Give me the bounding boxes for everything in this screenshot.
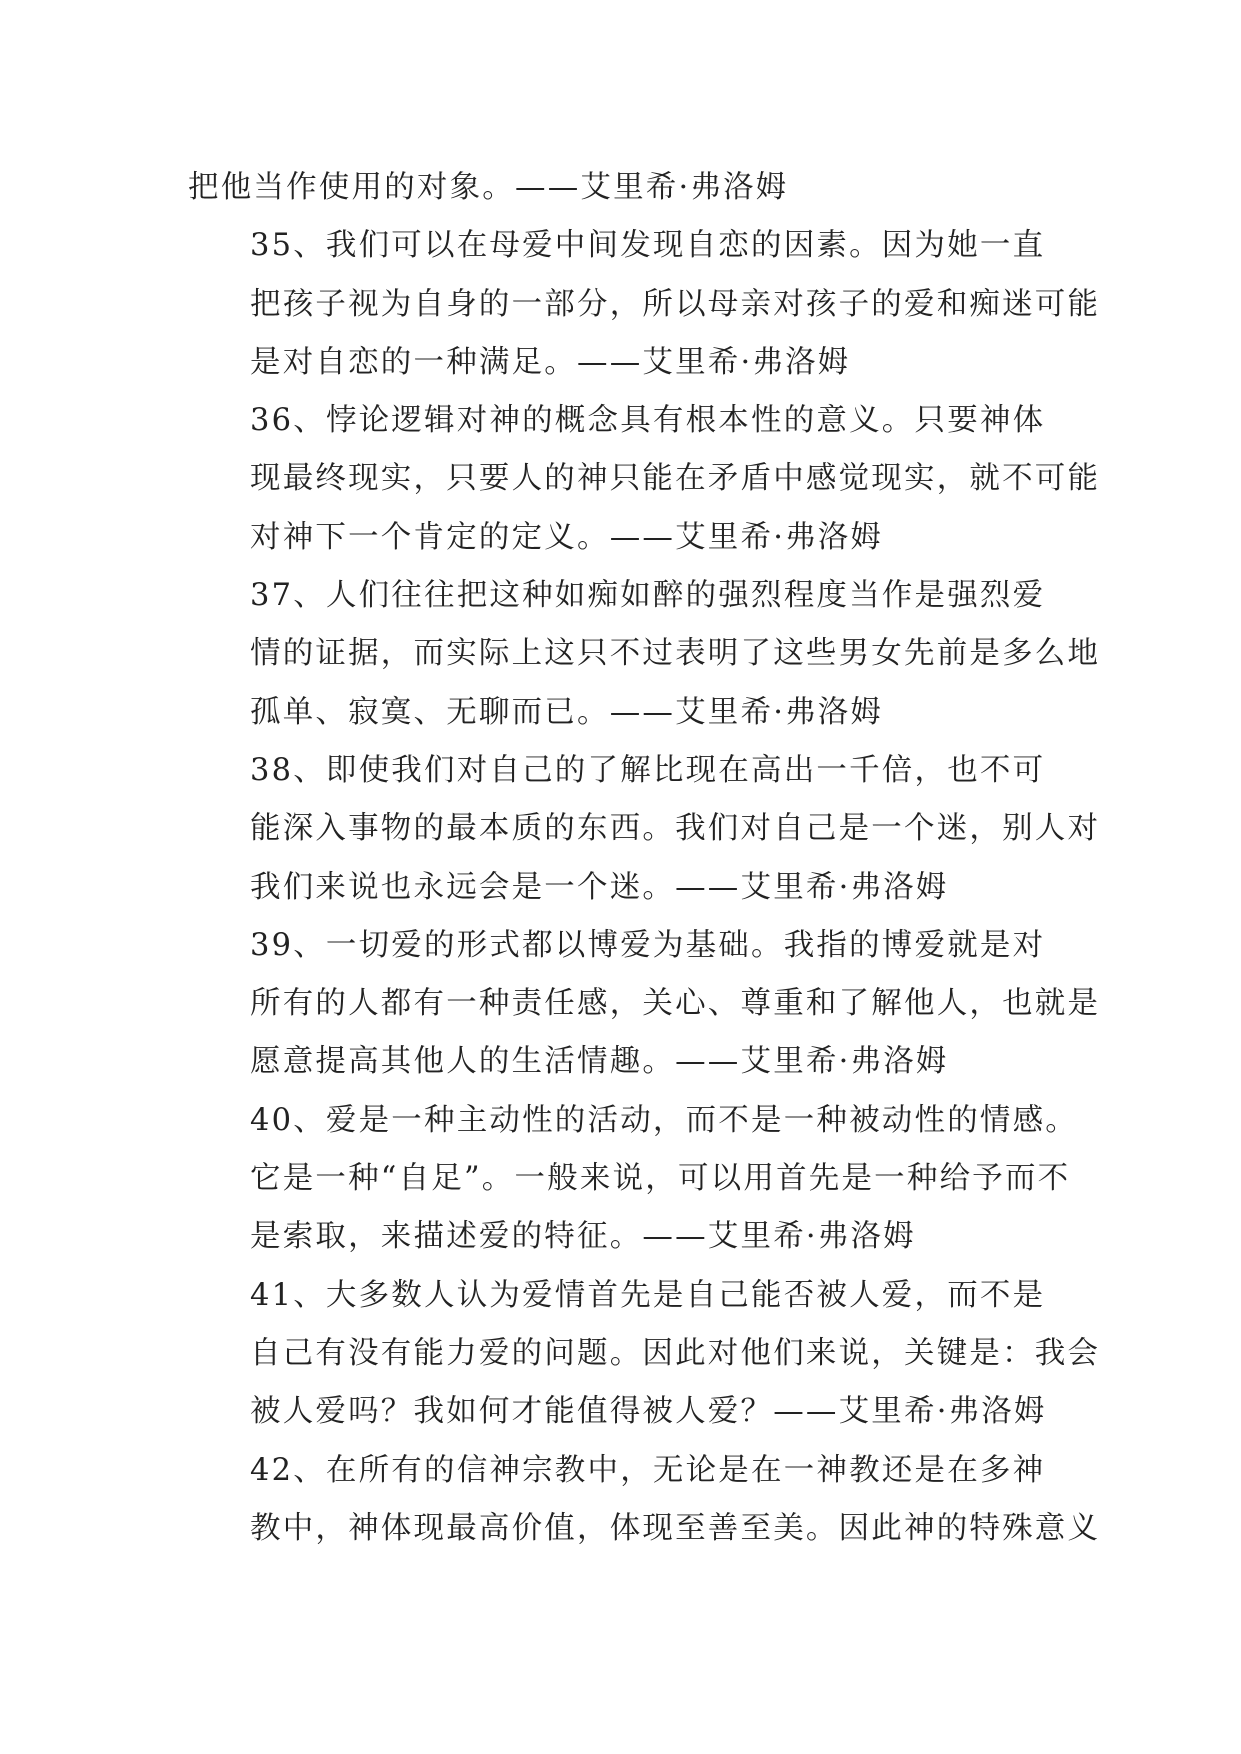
quote-paragraph-36 (188, 392, 1101, 567)
text-line: 情的证据，而实际上这只不过表明了这些男女先前是多么地 (250, 636, 1101, 672)
text-line: 现最终现实，只要人的神只能在矛盾中感觉现实，就不可能 (250, 461, 1101, 497)
text-line: 是索取，来描述爱的特征。——艾里希·弗洛姆 (250, 1219, 916, 1255)
quote-paragraph-37 (188, 567, 1101, 742)
quote-paragraph-40 (188, 1092, 1079, 1267)
quote-paragraph-41 (188, 1267, 1101, 1442)
text-line: 所有的人都有一种责任感，关心、尊重和了解他人，也就是 (250, 986, 1101, 1022)
text-line: 36、悖论逻辑对神的概念具有根本性的意义。只要神体 (250, 403, 1046, 439)
text-line: 愿意提高其他人的生活情趣。——艾里希·弗洛姆 (250, 1044, 949, 1080)
text-line: 41、大多数人认为爱情首先是自己能否被人爱，而不是 (250, 1277, 1046, 1313)
text-line: 是对自恋的一种满足。——艾里希·弗洛姆 (250, 344, 851, 380)
text-line: 把他当作使用的对象。——艾里希·弗洛姆 (188, 170, 789, 205)
text-line: 35、我们可以在母爱中间发现自恋的因素。因为她一直 (250, 228, 1046, 264)
quote-paragraph-42 (188, 1442, 1101, 1559)
text-line: 37、人们往往把这种如痴如醉的强烈程度当作是强烈爱 (250, 578, 1046, 614)
document-body (188, 159, 1101, 1558)
quote-paragraph-38 (188, 742, 1101, 917)
text-line: 对神下一个肯定的定义。——艾里希·弗洛姆 (250, 519, 884, 555)
quote-paragraph-39 (188, 917, 1101, 1092)
text-line: 我们来说也永远会是一个迷。——艾里希·弗洛姆 (250, 869, 949, 905)
text-line: 它是一种“自足”。一般来说，可以用首先是一种给予而不 (250, 1161, 1071, 1197)
text-line: 42、在所有的信神宗教中，无论是在一神教还是在多神 (250, 1452, 1046, 1488)
text-line: 孤单、寂寞、无聊而已。——艾里希·弗洛姆 (250, 694, 884, 730)
text-line: 把孩子视为自身的一部分，所以母亲对孩子的爱和痴迷可能 (250, 286, 1101, 322)
text-line: 38、即使我们对自己的了解比现在高出一千倍，也不可 (250, 752, 1046, 788)
text-line: 自己有没有能力爱的问题。因此对他们来说，关键是：我会 (250, 1335, 1101, 1371)
text-line: 教中，神体现最高价值，体现至善至美。因此神的特殊意义 (250, 1510, 1101, 1546)
quote-paragraph-35 (188, 217, 1101, 392)
paragraph-continuation (188, 159, 1054, 217)
text-line: 被人爱吗？我如何才能值得被人爱？——艾里希·弗洛姆 (250, 1394, 1047, 1430)
text-line: 能深入事物的最本质的东西。我们对自己是一个迷，别人对 (250, 811, 1101, 847)
text-line: 40、爱是一种主动性的活动，而不是一种被动性的情感。 (250, 1102, 1079, 1138)
text-line: 39、一切爱的形式都以博爱为基础。我指的博爱就是对 (250, 927, 1046, 963)
